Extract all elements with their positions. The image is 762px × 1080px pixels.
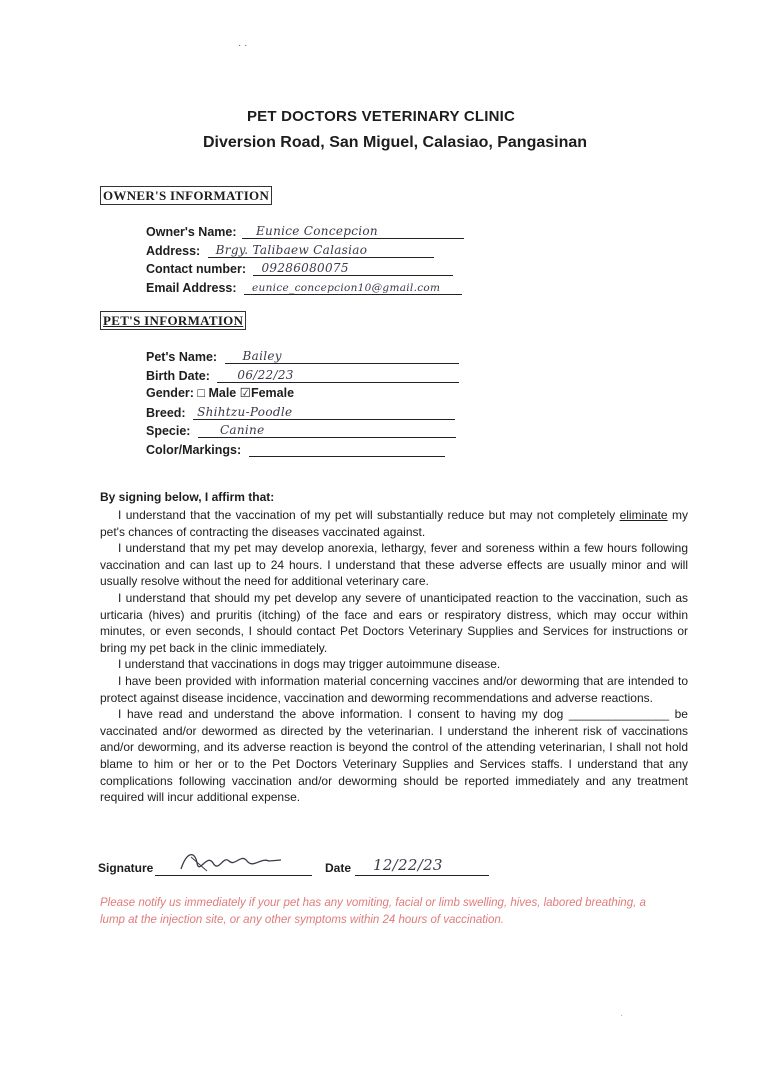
- owner-email-label: Email Address:: [146, 281, 237, 295]
- dog-name-blank[interactable]: _______________: [568, 707, 670, 722]
- pet-gender-field: [146, 385, 294, 400]
- scan-mark-bottom: ·: [620, 1010, 624, 1021]
- consent-p4: I understand that vaccinations in dogs may trigger autoimmune disease.: [118, 657, 501, 672]
- owner-email-value: eunice_concepcion10@gmail.com: [252, 282, 441, 294]
- consent-paragraphs: [100, 507, 688, 806]
- gender-female-label: Female: [250, 386, 295, 400]
- pet-breed-line[interactable]: [193, 403, 455, 420]
- owner-address-label: Address:: [146, 244, 201, 258]
- scan-mark: · ·: [238, 40, 248, 51]
- consent-p6-text-a: I have read and understand the above information. I consent to having my dog: [118, 707, 569, 722]
- clinic-name: PET DOCTORS VETERINARY CLINIC: [246, 108, 516, 125]
- pet-section-heading: PET'S INFORMATION: [100, 311, 246, 330]
- consent-p6-text-b: be vaccinated and/or dewormed as directed by the veterinarian. I understand the inherent risk of vaccinations and/or deworming, and its adverse reaction is beyond the control of the attending veterinarian, I shall not hold blame to him or her or to the Pet Doctors Veterinary Supplies and Services staffs. I understand that any complications following vaccination and/or deworming should be reported immediately and any treatment required will incur additional expense.: [100, 707, 688, 805]
- owner-email-line[interactable]: [244, 278, 462, 295]
- owner-name-field: [146, 222, 464, 239]
- owner-contact-field: [146, 259, 453, 276]
- gender-male-checkbox[interactable]: □: [197, 386, 205, 400]
- owner-address-value: Brgy. Talibaew Calasiao: [215, 243, 368, 257]
- owner-email-field: [146, 278, 462, 295]
- owner-address-field: [146, 241, 434, 258]
- pet-birthdate-line[interactable]: [217, 366, 459, 383]
- pet-birthdate-label: Birth Date:: [146, 369, 210, 383]
- signature-line[interactable]: [155, 855, 312, 876]
- consent-p1-underlined: eliminate: [619, 508, 668, 522]
- consent-p6: [100, 706, 688, 806]
- pet-birthdate-value: 06/22/23: [237, 368, 294, 382]
- pet-color-field: [146, 440, 445, 457]
- pet-specie-line[interactable]: [198, 421, 456, 438]
- pet-color-line[interactable]: [249, 440, 445, 457]
- date-label: Date: [325, 861, 352, 875]
- signature-scribble-icon: [177, 849, 287, 875]
- pet-color-label: Color/Markings:: [146, 443, 242, 457]
- signature-label: Signature: [98, 861, 154, 875]
- clinic-address: Diversion Road, San Miguel, Calasiao, Pangasinan: [202, 134, 588, 151]
- affirm-intro: By signing below, I affirm that:: [100, 490, 275, 504]
- date-value: 12/22/23: [373, 856, 443, 874]
- consent-p5: I have been provided with information material concerning vaccines and/or deworming that are intended to protect against disease incidence, vaccination and deworming recommendations and adverse reactions.: [100, 673, 688, 705]
- gender-female-checkbox[interactable]: ☑: [239, 386, 251, 400]
- owner-name-line[interactable]: [242, 222, 464, 239]
- owner-name-label: Owner's Name:: [146, 225, 237, 239]
- pet-name-value: Bailey: [242, 349, 282, 363]
- pet-breed-label: Breed:: [146, 406, 186, 420]
- date-line[interactable]: [355, 855, 489, 876]
- owner-contact-value: 09286080075: [261, 261, 349, 275]
- owner-name-value: Eunice Concepcion: [256, 224, 378, 238]
- pet-specie-field: [146, 421, 456, 438]
- pet-breed-value: Shihtzu-Poodle: [197, 405, 293, 419]
- pet-specie-value: Canine: [219, 423, 265, 437]
- pet-birthdate-field: [146, 366, 459, 383]
- pet-name-label: Pet's Name:: [146, 350, 218, 364]
- pet-breed-field: [146, 403, 455, 420]
- consent-p1-text-b: my pet's chances of contracting the diseases vaccinated against.: [100, 508, 688, 539]
- owner-section-heading: OWNER'S INFORMATION: [100, 186, 272, 205]
- pet-name-field: [146, 347, 459, 364]
- consent-p3: I understand that should my pet develop any severe of unanticipated reaction to the vaccination, such as urticaria (hives) and pruritis (itching) of the face and ears or respiratory distress, which may occur within minutes, or even seconds, I should contact Pet Doctors Veterinary Supplies and Services for instructions or bring my pet back in the clinic immediately.: [100, 590, 688, 655]
- consent-p2: I understand that my pet may develop anorexia, lethargy, fever and soreness within a few hours following vaccination and can last up to 24 hours. I understand that these adverse effects are usually minor and will usually resolve without the need for additional veterinary care.: [100, 541, 688, 589]
- pet-name-line[interactable]: [225, 347, 459, 364]
- consent-p1: [100, 507, 688, 540]
- notice-text: Please notify us immediately if your pet has any vomiting, facial or limb swelling, hives, labored breathing, a lump at the injection site, or any other symptoms within 24 hours of vaccination.: [100, 897, 646, 926]
- pet-gender-label: Gender:: [146, 386, 194, 400]
- owner-contact-label: Contact number:: [146, 262, 246, 276]
- gender-male-label: Male: [208, 386, 237, 400]
- consent-p1-text-a: I understand that the vaccination of my pet will substantially reduce but may not completely: [118, 508, 620, 522]
- owner-address-line[interactable]: [208, 241, 434, 258]
- pet-specie-label: Specie:: [146, 424, 191, 438]
- owner-contact-line[interactable]: [253, 259, 453, 276]
